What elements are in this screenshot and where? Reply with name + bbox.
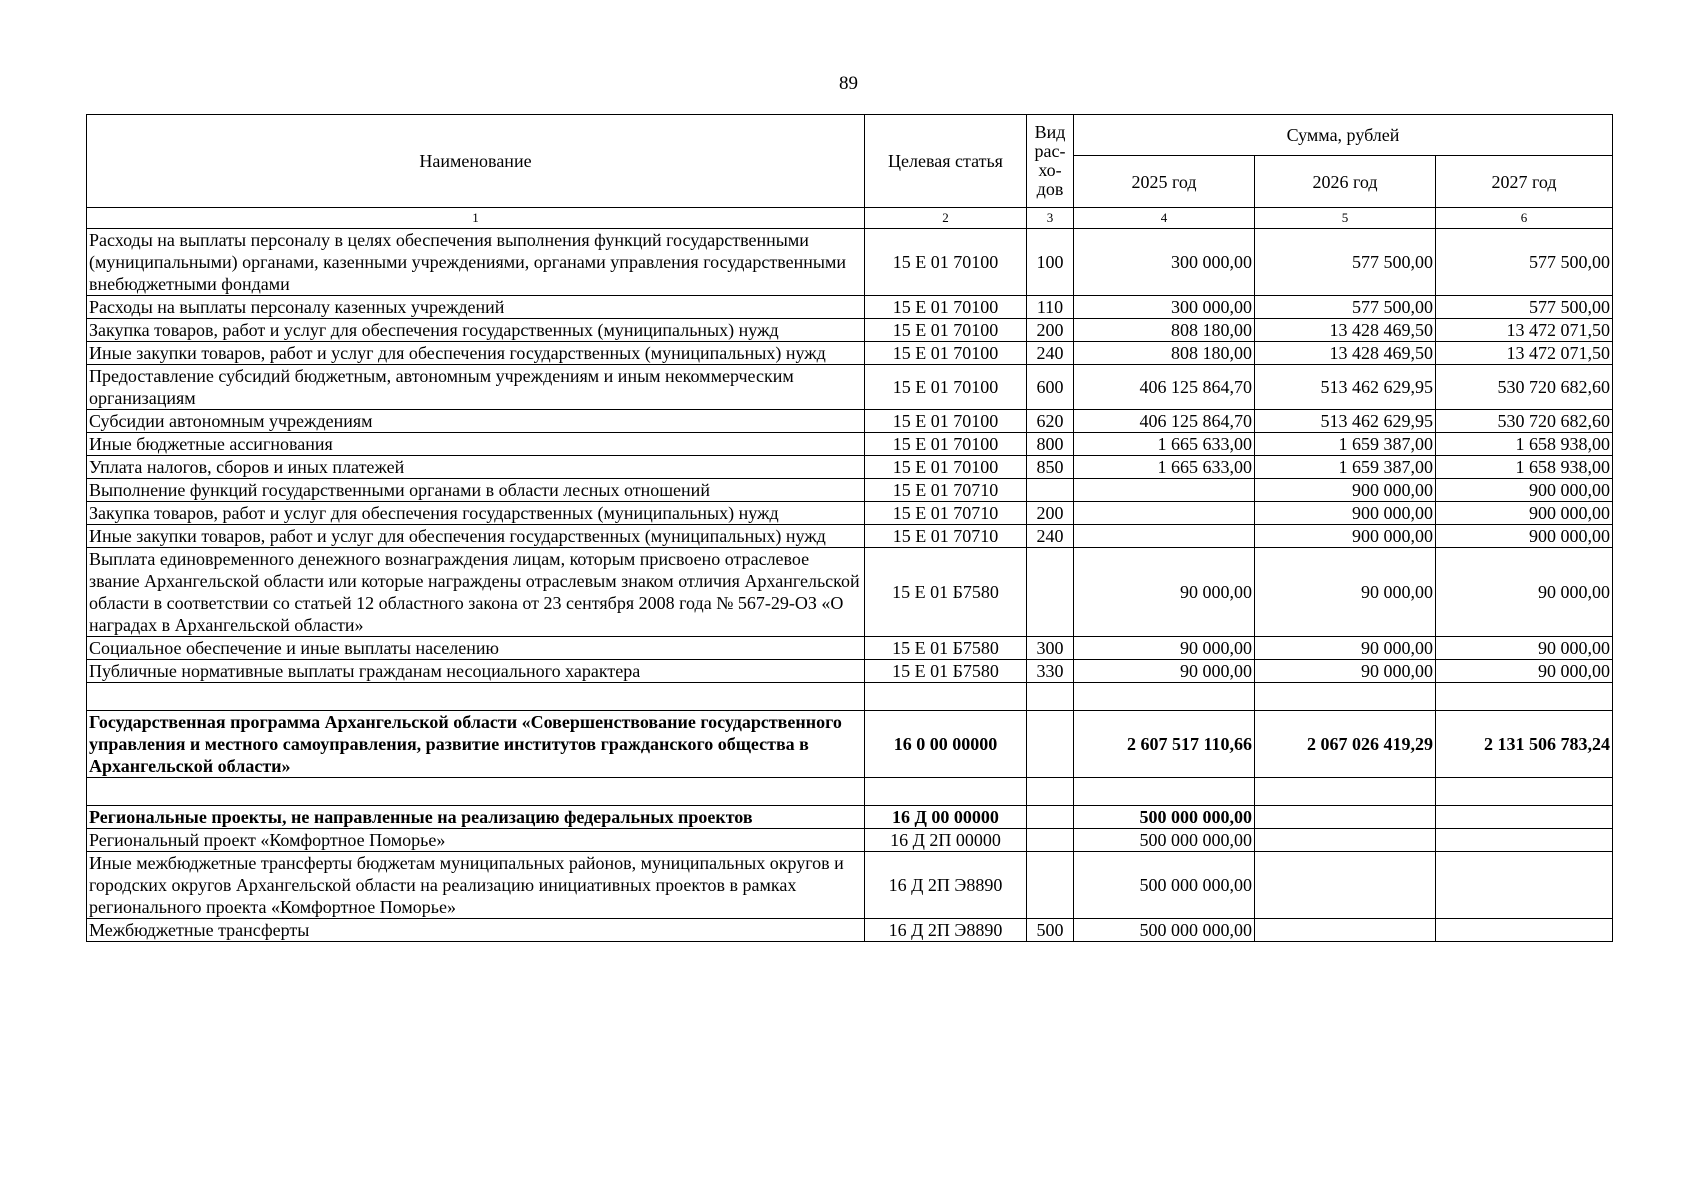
row-kind-cell: 850 [1027, 456, 1074, 479]
table-row [87, 660, 1613, 683]
row-target-cell: 15 Е 01 70710 [865, 479, 1027, 502]
row-2026-cell: 2 067 026 419,29 [1255, 711, 1436, 778]
row-name-cell: Субсидии автономным учреждениям [87, 410, 865, 433]
row-2027-cell: 13 472 071,50 [1436, 342, 1613, 365]
column-number: 1 [87, 208, 865, 229]
column-numbers-row [87, 208, 1613, 229]
row-2026-cell: 90 000,00 [1255, 548, 1436, 637]
table-row [87, 548, 1613, 637]
row-2027-cell: 1 658 938,00 [1436, 433, 1613, 456]
row-2026-cell [1255, 806, 1436, 829]
row-2027-cell: 900 000,00 [1436, 502, 1613, 525]
table-row [87, 342, 1613, 365]
header-2025: 2025 год [1074, 156, 1255, 208]
row-target-cell: 15 Е 01 Б7580 [865, 548, 1027, 637]
table-row [87, 852, 1613, 919]
row-2026-cell: 513 462 629,95 [1255, 410, 1436, 433]
row-target-cell: 15 Е 01 Б7580 [865, 660, 1027, 683]
row-name-cell: Расходы на выплаты персоналу казенных учреждений [87, 296, 865, 319]
row-kind-cell: 800 [1027, 433, 1074, 456]
budget-table [86, 114, 1613, 942]
row-2026-cell: 90 000,00 [1255, 637, 1436, 660]
row-target-cell: 15 Е 01 70710 [865, 525, 1027, 548]
row-name-cell: Расходы на выплаты персоналу в целях обеспечения выполнения функций государственными (муниципальными) органами, казенными учреждениями, органами управления государственными внебюджетными фондами [87, 229, 865, 296]
row-name-cell: Закупка товаров, работ и услуг для обеспечения государственных (муниципальных) нужд [87, 319, 865, 342]
row-kind-cell: 330 [1027, 660, 1074, 683]
row-2026-cell: 577 500,00 [1255, 229, 1436, 296]
row-2027-cell [1436, 778, 1613, 806]
table-row [87, 319, 1613, 342]
column-number: 5 [1255, 208, 1436, 229]
row-kind-cell: 500 [1027, 919, 1074, 942]
row-2026-cell: 90 000,00 [1255, 660, 1436, 683]
row-2027-cell: 90 000,00 [1436, 548, 1613, 637]
row-name-cell: Региональный проект «Комфортное Поморье» [87, 829, 865, 852]
row-2025-cell [1074, 479, 1255, 502]
row-2027-cell [1436, 829, 1613, 852]
row-kind-cell [1027, 778, 1074, 806]
row-2025-cell: 808 180,00 [1074, 342, 1255, 365]
row-2026-cell: 13 428 469,50 [1255, 342, 1436, 365]
row-2025-cell: 500 000 000,00 [1074, 829, 1255, 852]
row-2025-cell: 90 000,00 [1074, 637, 1255, 660]
row-2025-cell [1074, 778, 1255, 806]
row-kind-cell: 110 [1027, 296, 1074, 319]
table-row [87, 479, 1613, 502]
row-kind-cell [1027, 806, 1074, 829]
row-kind-cell [1027, 852, 1074, 919]
row-kind-cell: 240 [1027, 342, 1074, 365]
column-number: 6 [1436, 208, 1613, 229]
header-target: Целевая статья [865, 115, 1027, 208]
row-target-cell: 15 Е 01 70100 [865, 296, 1027, 319]
row-2027-cell: 577 500,00 [1436, 296, 1613, 319]
row-2026-cell [1255, 683, 1436, 711]
row-2027-cell: 2 131 506 783,24 [1436, 711, 1613, 778]
row-kind-cell: 240 [1027, 525, 1074, 548]
row-target-cell: 16 Д 2П Э8890 [865, 852, 1027, 919]
row-target-cell: 15 Е 01 70100 [865, 229, 1027, 296]
table-row [87, 711, 1613, 778]
row-2025-cell: 300 000,00 [1074, 229, 1255, 296]
table-row [87, 456, 1613, 479]
header-2027: 2027 год [1436, 156, 1613, 208]
row-2027-cell: 13 472 071,50 [1436, 319, 1613, 342]
row-name-cell: Иные межбюджетные трансферты бюджетам муниципальных районов, муниципальных округов и городских округов Архангельской области на реализацию инициативных проектов в рамках регионального проекта «Комфортное Поморье» [87, 852, 865, 919]
row-2026-cell [1255, 852, 1436, 919]
row-name-cell: Выплата единовременного денежного вознаграждения лицам, которым присвоено отраслевое звание Архангельской области или которые награждены отраслевым знаком отличия Архангельской области в соответствии со статьей 12 областного закона от 23 сентября 2008 года № 567-29-ОЗ «О наградах в Архангельской области» [87, 548, 865, 637]
row-target-cell: 15 Е 01 70100 [865, 456, 1027, 479]
column-number: 3 [1027, 208, 1074, 229]
row-2025-cell [1074, 683, 1255, 711]
header-kind: Вид рас-хо-дов [1027, 115, 1074, 208]
column-number: 2 [865, 208, 1027, 229]
row-2027-cell: 530 720 682,60 [1436, 365, 1613, 410]
row-kind-cell: 100 [1027, 229, 1074, 296]
row-name-cell: Публичные нормативные выплаты гражданам несоциального характера [87, 660, 865, 683]
row-2026-cell: 513 462 629,95 [1255, 365, 1436, 410]
row-kind-cell [1027, 711, 1074, 778]
table-row [87, 502, 1613, 525]
table-row [87, 410, 1613, 433]
row-2025-cell: 500 000 000,00 [1074, 806, 1255, 829]
row-name-cell: Социальное обеспечение и иные выплаты населению [87, 637, 865, 660]
row-name-cell: Государственная программа Архангельской области «Совершенствование государственного управления и местного самоуправления, развитие институтов гражданского общества в Архангельской области» [87, 711, 865, 778]
page-number: 89 [839, 73, 858, 94]
row-2026-cell: 577 500,00 [1255, 296, 1436, 319]
table-row [87, 229, 1613, 296]
row-2025-cell: 808 180,00 [1074, 319, 1255, 342]
table-row [87, 778, 1613, 806]
row-name-cell: Иные закупки товаров, работ и услуг для обеспечения государственных (муниципальных) нужд [87, 342, 865, 365]
row-name-cell [87, 778, 865, 806]
row-kind-cell: 200 [1027, 502, 1074, 525]
table-row [87, 683, 1613, 711]
row-2026-cell: 1 659 387,00 [1255, 456, 1436, 479]
row-target-cell: 15 Е 01 70100 [865, 365, 1027, 410]
row-2025-cell: 1 665 633,00 [1074, 456, 1255, 479]
row-kind-cell [1027, 829, 1074, 852]
table-row [87, 919, 1613, 942]
row-2025-cell: 1 665 633,00 [1074, 433, 1255, 456]
row-2027-cell: 90 000,00 [1436, 660, 1613, 683]
row-name-cell: Межбюджетные трансферты [87, 919, 865, 942]
row-2026-cell: 900 000,00 [1255, 479, 1436, 502]
row-target-cell: 16 Д 2П Э8890 [865, 919, 1027, 942]
header-2026: 2026 год [1255, 156, 1436, 208]
row-2025-cell [1074, 502, 1255, 525]
row-name-cell: Предоставление субсидий бюджетным, автономным учреждениям и иным некоммерческим организациям [87, 365, 865, 410]
row-2027-cell: 577 500,00 [1436, 229, 1613, 296]
table-row [87, 637, 1613, 660]
header-sum: Сумма, рублей [1074, 115, 1613, 156]
table-body [87, 229, 1613, 942]
table-row [87, 829, 1613, 852]
row-2025-cell: 500 000 000,00 [1074, 919, 1255, 942]
row-2027-cell: 1 658 938,00 [1436, 456, 1613, 479]
table-row [87, 806, 1613, 829]
row-2025-cell: 90 000,00 [1074, 548, 1255, 637]
row-2027-cell: 530 720 682,60 [1436, 410, 1613, 433]
row-target-cell: 16 Д 00 00000 [865, 806, 1027, 829]
table-row [87, 296, 1613, 319]
row-2025-cell [1074, 525, 1255, 548]
table-row [87, 433, 1613, 456]
row-name-cell: Закупка товаров, работ и услуг для обеспечения государственных (муниципальных) нужд [87, 502, 865, 525]
header-name: Наименование [87, 115, 865, 208]
row-kind-cell [1027, 479, 1074, 502]
header-row-1 [87, 115, 1613, 156]
row-kind-cell [1027, 683, 1074, 711]
row-name-cell: Уплата налогов, сборов и иных платежей [87, 456, 865, 479]
row-target-cell: 15 Е 01 70100 [865, 433, 1027, 456]
row-2025-cell: 300 000,00 [1074, 296, 1255, 319]
row-target-cell: 15 Е 01 70100 [865, 342, 1027, 365]
row-2027-cell: 900 000,00 [1436, 479, 1613, 502]
row-2025-cell: 406 125 864,70 [1074, 365, 1255, 410]
column-number: 4 [1074, 208, 1255, 229]
row-2025-cell: 90 000,00 [1074, 660, 1255, 683]
row-2027-cell [1436, 806, 1613, 829]
row-2026-cell: 1 659 387,00 [1255, 433, 1436, 456]
row-kind-cell: 620 [1027, 410, 1074, 433]
row-name-cell [87, 683, 865, 711]
row-2026-cell [1255, 919, 1436, 942]
row-kind-cell: 300 [1027, 637, 1074, 660]
row-2027-cell: 900 000,00 [1436, 525, 1613, 548]
row-2027-cell [1436, 683, 1613, 711]
row-2026-cell [1255, 778, 1436, 806]
row-target-cell: 15 Е 01 70710 [865, 502, 1027, 525]
row-2026-cell: 13 428 469,50 [1255, 319, 1436, 342]
row-kind-cell [1027, 548, 1074, 637]
row-2025-cell: 2 607 517 110,66 [1074, 711, 1255, 778]
row-2025-cell: 406 125 864,70 [1074, 410, 1255, 433]
row-target-cell [865, 778, 1027, 806]
row-name-cell: Иные бюджетные ассигнования [87, 433, 865, 456]
row-target-cell: 15 Е 01 70100 [865, 319, 1027, 342]
row-name-cell: Иные закупки товаров, работ и услуг для обеспечения государственных (муниципальных) нужд [87, 525, 865, 548]
row-name-cell: Региональные проекты, не направленные на реализацию федеральных проектов [87, 806, 865, 829]
row-target-cell: 15 Е 01 70100 [865, 410, 1027, 433]
row-2026-cell [1255, 829, 1436, 852]
row-2026-cell: 900 000,00 [1255, 502, 1436, 525]
row-2026-cell: 900 000,00 [1255, 525, 1436, 548]
row-kind-cell: 600 [1027, 365, 1074, 410]
table-row [87, 365, 1613, 410]
row-target-cell [865, 683, 1027, 711]
row-2025-cell: 500 000 000,00 [1074, 852, 1255, 919]
row-target-cell: 16 Д 2П 00000 [865, 829, 1027, 852]
row-target-cell: 15 Е 01 Б7580 [865, 637, 1027, 660]
row-kind-cell: 200 [1027, 319, 1074, 342]
row-2027-cell: 90 000,00 [1436, 637, 1613, 660]
row-name-cell: Выполнение функций государственными органами в области лесных отношений [87, 479, 865, 502]
row-target-cell: 16 0 00 00000 [865, 711, 1027, 778]
row-2027-cell [1436, 852, 1613, 919]
row-2027-cell [1436, 919, 1613, 942]
table-row [87, 525, 1613, 548]
